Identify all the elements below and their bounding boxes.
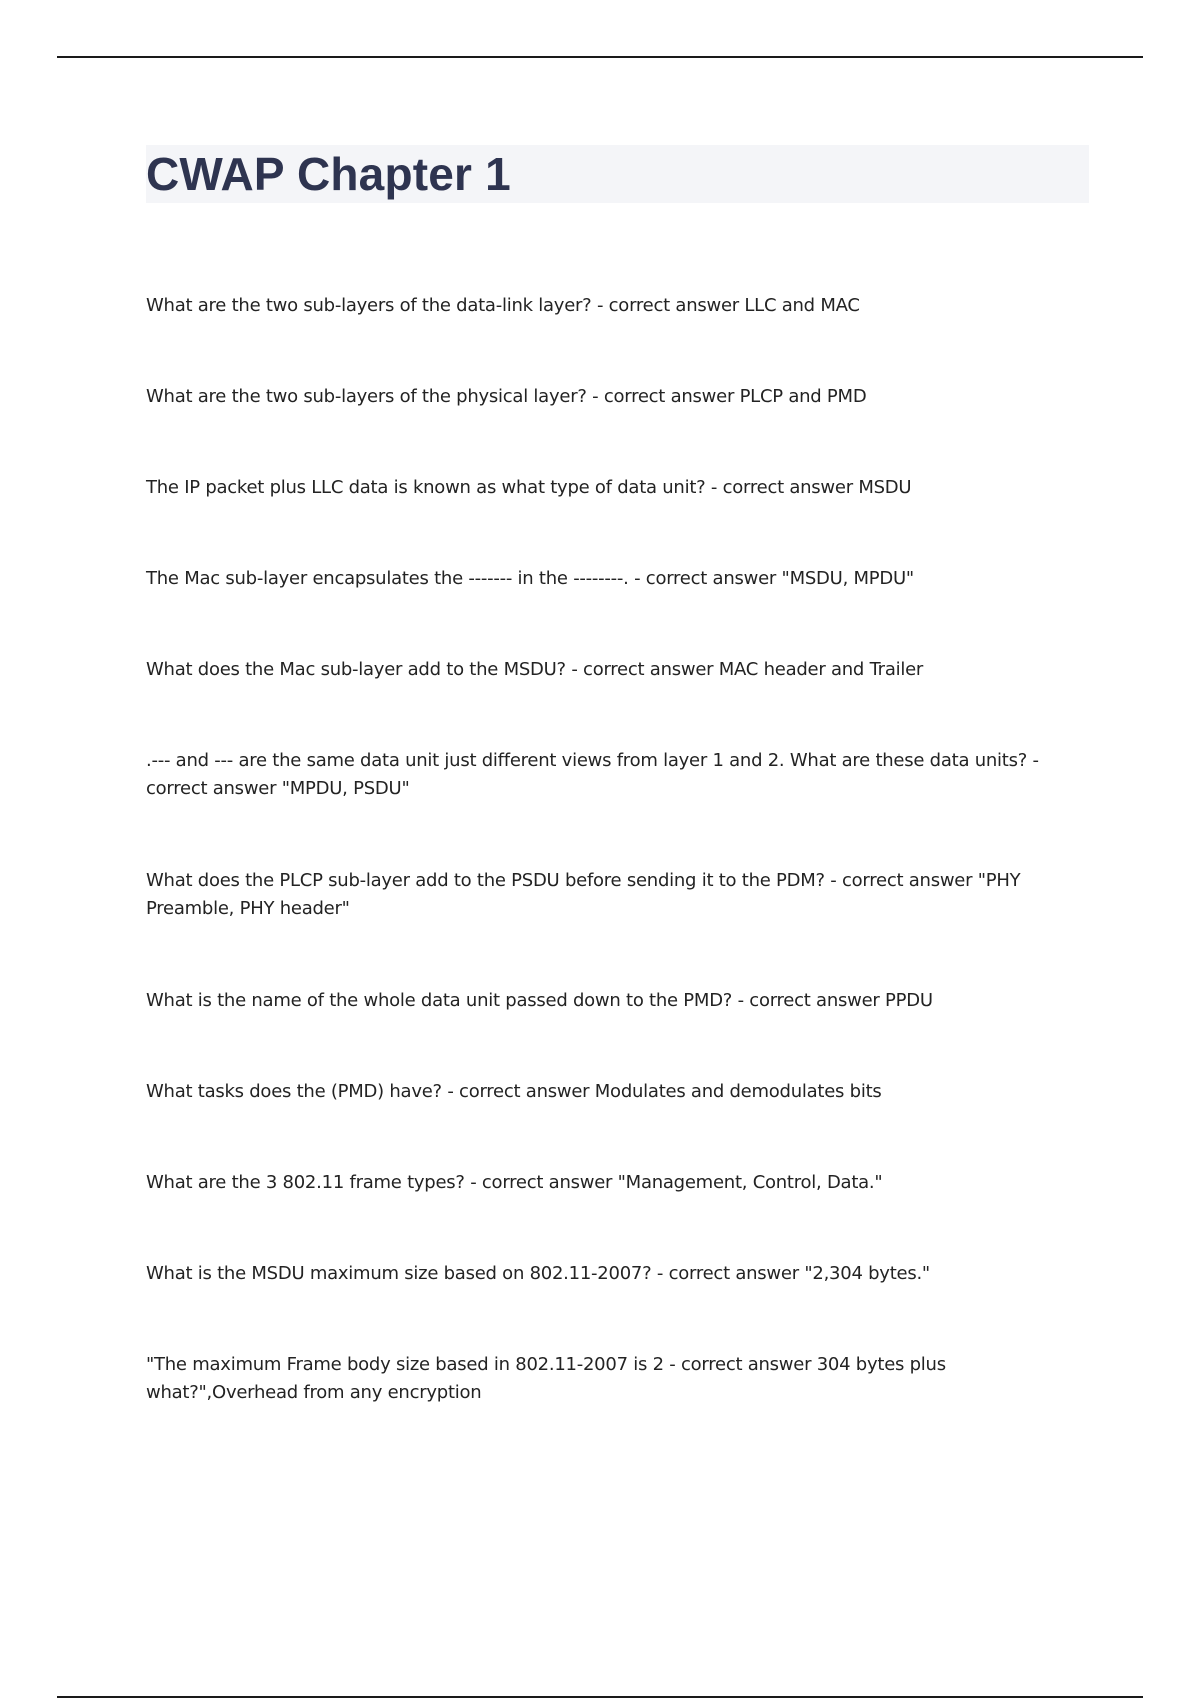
- qa-item: What is the name of the whole data unit passed down to the PMD? - correct answer PPDU: [146, 990, 933, 1011]
- qa-item: What are the two sub-layers of the data-link layer? - correct answer LLC and MAC: [146, 295, 860, 316]
- qa-item: What are the 3 802.11 frame types? - correct answer "Management, Control, Data.": [146, 1172, 883, 1193]
- qa-item: What is the MSDU maximum size based on 802.11-2007? - correct answer "2,304 bytes.": [146, 1263, 930, 1284]
- qa-item: The IP packet plus LLC data is known as what type of data unit? - correct answer MSDU: [146, 477, 912, 498]
- qa-item: What tasks does the (PMD) have? - correct answer Modulates and demodulates bits: [146, 1081, 882, 1102]
- qa-item: The Mac sub-layer encapsulates the ------- in the --------. - correct answer "MSDU, MPDU": [146, 568, 914, 589]
- title-band: [146, 145, 1089, 203]
- qa-item: .--- and --- are the same data unit just different views from layer 1 and 2. What are these data units? - correct answer "MPDU, PSDU": [146, 750, 1039, 799]
- qa-item: What does the Mac sub-layer add to the MSDU? - correct answer MAC header and Trailer: [146, 659, 924, 680]
- qa-item: What are the two sub-layers of the physical layer? - correct answer PLCP and PMD: [146, 386, 867, 407]
- bottom-divider: [57, 1696, 1143, 1698]
- page-title: CWAP Chapter 1: [146, 148, 511, 200]
- qa-item: "The maximum Frame body size based in 802.11-2007 is 2 - correct answer 304 bytes plus what?",Overhead from any encryption: [146, 1354, 946, 1403]
- qa-list: [146, 292, 1066, 1471]
- top-divider: [57, 56, 1143, 58]
- qa-item: What does the PLCP sub-layer add to the PSDU before sending it to the PDM? - correct answer "PHY Preamble, PHY header": [146, 870, 1021, 919]
